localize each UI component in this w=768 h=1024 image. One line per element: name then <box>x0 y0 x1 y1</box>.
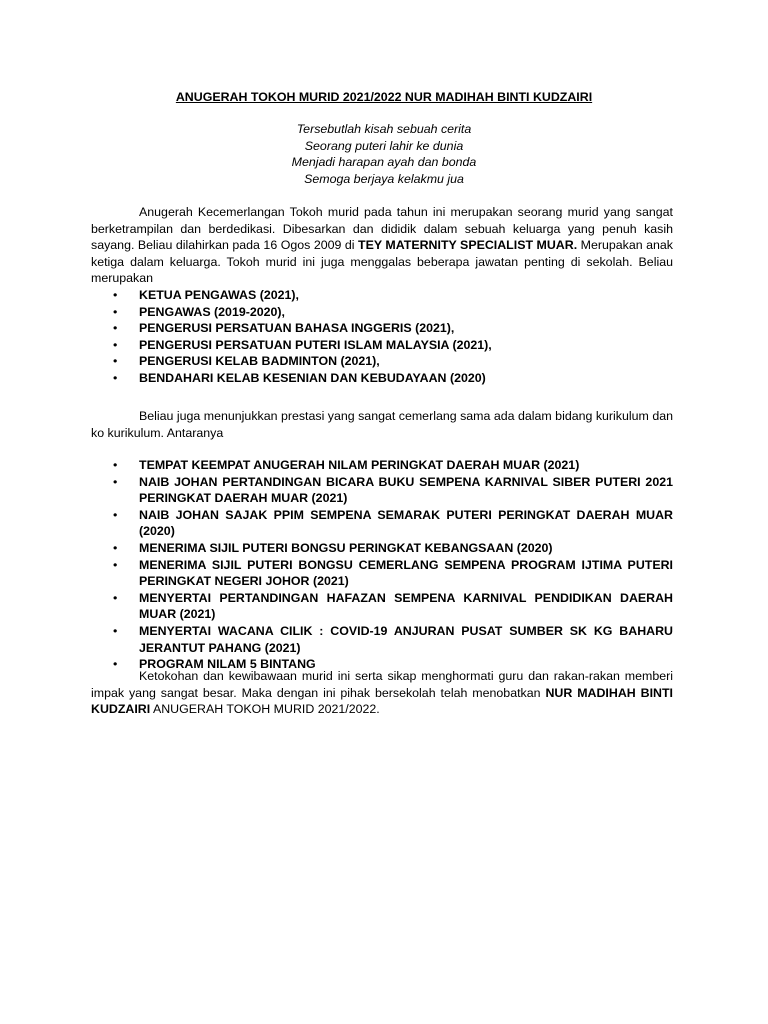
poem-line: Tersebutlah kisah sebuah cerita <box>296 122 472 136</box>
list-item: • NAIB JOHAN PERTANDINGAN BICARA BUKU SEMPENA KARNIVAL SIBER PUTERI 2021 PERINGKAT DAERAH MUAR (2021) <box>113 474 673 506</box>
paragraph-introduction <box>91 204 673 287</box>
bullet-icon: • <box>113 623 118 638</box>
paragraph-text: Beliau juga menunjukkan prestasi yang sangat cemerlang sama ada dalam bidang kurikulum dan ko kurikulum. Antaranya <box>91 409 673 440</box>
list-item: • BENDAHARI KELAB KESENIAN DAN KEBUDAYAAN (2020) <box>113 370 486 385</box>
student-name: NUR MADIHAH BINTI KUDZAIRI <box>91 685 673 717</box>
positions-list <box>91 287 673 387</box>
bullet-icon: • <box>113 590 118 605</box>
list-item: • PROGRAM NILAM 5 BINTANG <box>113 657 316 672</box>
list-item: • PENGERUSI PERSATUAN PUTERI ISLAM MALAYSIA (2021), <box>113 337 492 352</box>
list-item: • NAIB JOHAN SAJAK PPIM SEMPENA SEMARAK PUTERI PERINGKAT DAERAH MUAR (2020) <box>113 507 673 539</box>
paragraph-text: ANUGERAH TOKOH MURID 2021/2022. <box>150 702 380 717</box>
paragraph-text: Ketokohan dan kewibawaan murid ini serta sikap menghormati guru dan rakan-rakan memberi impak yang sangat besar. Maka dengan ini pihak bersekolah telah menobatkan <box>91 669 673 700</box>
bullet-icon: • <box>113 540 118 555</box>
bullet-icon: • <box>113 304 118 319</box>
list-item: • KETUA PENGAWAS (2021), <box>113 288 299 302</box>
bullet-icon: • <box>113 321 118 336</box>
bullet-icon: • <box>113 657 118 672</box>
poem-line: Semoga berjaya kelakmu jua <box>304 171 464 186</box>
birthplace-text: TEY MATERNITY SPECIALIST MUAR. <box>358 238 578 253</box>
bullet-icon: • <box>113 458 118 472</box>
bullet-icon: • <box>113 474 118 489</box>
bullet-icon: • <box>113 507 118 522</box>
paragraph-conclusion <box>91 668 673 718</box>
document-title: ANUGERAH TOKOH MURID 2021/2022 NUR MADIHAH BINTI KUDZAIRI <box>175 90 593 104</box>
bullet-icon: • <box>113 337 118 352</box>
list-item: • PENGAWAS (2019-2020), <box>113 304 285 319</box>
bullet-icon: • <box>113 354 118 369</box>
list-item: • TEMPAT KEEMPAT ANUGERAH NILAM PERINGKAT DAERAH MUAR (2021) <box>113 458 580 472</box>
bullet-icon: • <box>113 557 118 572</box>
poem-line: Menjadi harapan ayah dan bonda <box>291 155 477 170</box>
paragraph-text: Merupakan anak ketiga dalam keluarga. Tokoh murid ini juga menggalas beberapa jawatan penting di sekolah. Beliau merupakan <box>91 238 673 286</box>
poem-line: Seorang puteri lahir ke dunia <box>304 138 464 153</box>
list-item: • PENGERUSI KELAB BADMINTON (2021), <box>113 354 380 369</box>
achievements-list <box>91 457 673 673</box>
list-item: • MENYERTAI PERTANDINGAN HAFAZAN SEMPENA KARNIVAL PENDIDIKAN DAERAH MUAR (2021) <box>113 590 673 622</box>
paragraph-achievements-intro <box>91 408 673 441</box>
list-item: • MENERIMA SIJIL PUTERI BONGSU PERINGKAT KEBANGSAAN (2020) <box>113 540 553 555</box>
bullet-icon: • <box>113 288 118 302</box>
paragraph-text: Anugerah Kecemerlangan Tokoh murid pada tahun ini merupakan seorang murid yang sangat berketrampilan dan berdedikasi. Dibesarkan dan dididik dalam sebuah keluarga yang penuh kasih sayang. Beliau dilahirkan pada 16 Ogos 2009 di <box>91 205 673 253</box>
poem <box>0 121 768 187</box>
bullet-icon: • <box>113 370 118 385</box>
list-item: • MENYERTAI WACANA CILIK : COVID-19 ANJURAN PUSAT SUMBER SK KG BAHARU JERANTUT PAHANG (2021) <box>113 623 673 655</box>
list-item: • MENERIMA SIJIL PUTERI BONGSU CEMERLANG SEMPENA PROGRAM IJTIMA PUTERI PERINGKAT NEGERI JOHOR (2021) <box>113 557 673 589</box>
list-item: • PENGERUSI PERSATUAN BAHASA INGGERIS (2021), <box>113 321 455 336</box>
